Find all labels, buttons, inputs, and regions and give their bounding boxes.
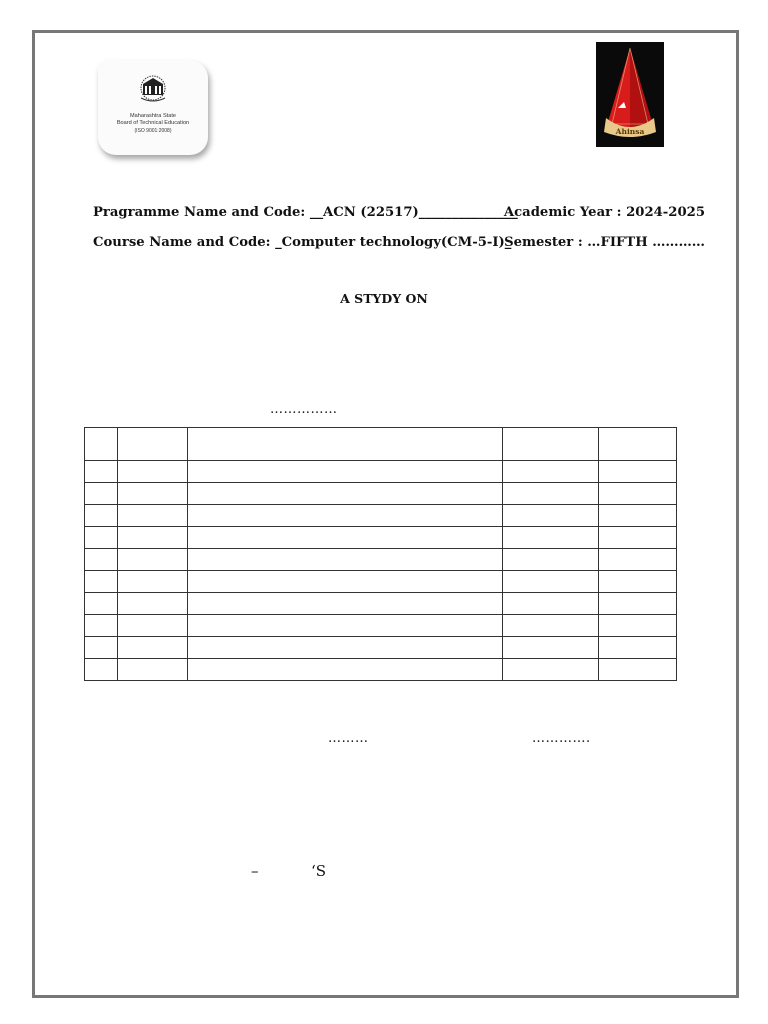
table-cell <box>503 461 599 483</box>
table-cell <box>118 428 188 461</box>
table-cell <box>599 527 677 549</box>
table-cell <box>118 527 188 549</box>
table-cell <box>503 527 599 549</box>
table-row <box>85 659 677 681</box>
table-cell <box>118 571 188 593</box>
page-title: A STYDY ON <box>340 291 428 306</box>
table-cell <box>503 571 599 593</box>
table-cell <box>85 428 118 461</box>
signature-dots-right: …………. <box>532 731 591 746</box>
table-cell <box>188 637 503 659</box>
table-cell <box>118 549 188 571</box>
table-row <box>85 637 677 659</box>
table-cell <box>188 571 503 593</box>
table-row <box>85 615 677 637</box>
msbte-name-line2: Board of Technical Education <box>116 120 190 126</box>
table-cell <box>85 461 118 483</box>
table-cell <box>599 593 677 615</box>
table-cell <box>599 571 677 593</box>
table-cell <box>85 615 118 637</box>
table-cell <box>188 505 503 527</box>
course-name-code: Course Name and Code: _Computer technology(CM-5-I)_ <box>93 235 512 250</box>
msbte-logo <box>98 60 208 155</box>
table-header-row <box>85 428 677 461</box>
table-cell <box>503 483 599 505</box>
table-cell <box>503 549 599 571</box>
table-cell <box>118 483 188 505</box>
table-cell <box>118 593 188 615</box>
table-cell <box>188 428 503 461</box>
title-placeholder-dots: …………… <box>270 402 338 417</box>
table-cell <box>85 483 118 505</box>
table-cell <box>188 549 503 571</box>
table-cell <box>503 637 599 659</box>
table-cell <box>599 659 677 681</box>
table-cell <box>503 593 599 615</box>
college-banner-text: Ahinsa <box>615 127 645 136</box>
msbte-name-line1: Maharashtra State <box>129 113 177 119</box>
table-cell <box>503 428 599 461</box>
table-cell <box>599 505 677 527</box>
table-row <box>85 593 677 615</box>
msbte-iso-line: (ISO 9001:2008) <box>134 128 172 134</box>
table-row <box>85 505 677 527</box>
table-cell <box>188 659 503 681</box>
table-cell <box>118 637 188 659</box>
footer-dash: – <box>251 862 259 880</box>
footer-apostrophe-s: ‘S <box>311 862 327 880</box>
table-cell <box>85 659 118 681</box>
table-cell <box>118 461 188 483</box>
college-logo <box>596 42 664 147</box>
msbte-emblem-icon <box>136 74 170 112</box>
table-cell <box>599 461 677 483</box>
programme-name-code: Pragramme Name and Code: __ACN (22517)_______________ <box>93 205 518 220</box>
table-cell <box>85 593 118 615</box>
table-cell <box>85 637 118 659</box>
table-row <box>85 549 677 571</box>
table-cell <box>599 428 677 461</box>
table-cell <box>599 615 677 637</box>
table-cell <box>188 483 503 505</box>
academic-year: Academic Year : 2024-2025 <box>503 205 705 220</box>
table-row <box>85 483 677 505</box>
table-cell <box>188 593 503 615</box>
table-cell <box>85 527 118 549</box>
table-cell <box>503 505 599 527</box>
table-cell <box>599 483 677 505</box>
table-cell <box>85 549 118 571</box>
table-cell <box>599 549 677 571</box>
table-cell <box>118 505 188 527</box>
semester: Semester : …FIFTH ………… <box>504 235 705 250</box>
table-cell <box>85 505 118 527</box>
table-cell <box>188 527 503 549</box>
table-row <box>85 571 677 593</box>
table-row <box>85 527 677 549</box>
table-cell <box>118 659 188 681</box>
members-table <box>84 427 677 681</box>
table-cell <box>188 461 503 483</box>
table-cell <box>118 615 188 637</box>
table-cell <box>503 659 599 681</box>
table-cell <box>599 637 677 659</box>
signature-dots-left: ……… <box>328 731 369 746</box>
table-cell <box>188 615 503 637</box>
table-cell <box>503 615 599 637</box>
table-row <box>85 461 677 483</box>
table-cell <box>85 571 118 593</box>
